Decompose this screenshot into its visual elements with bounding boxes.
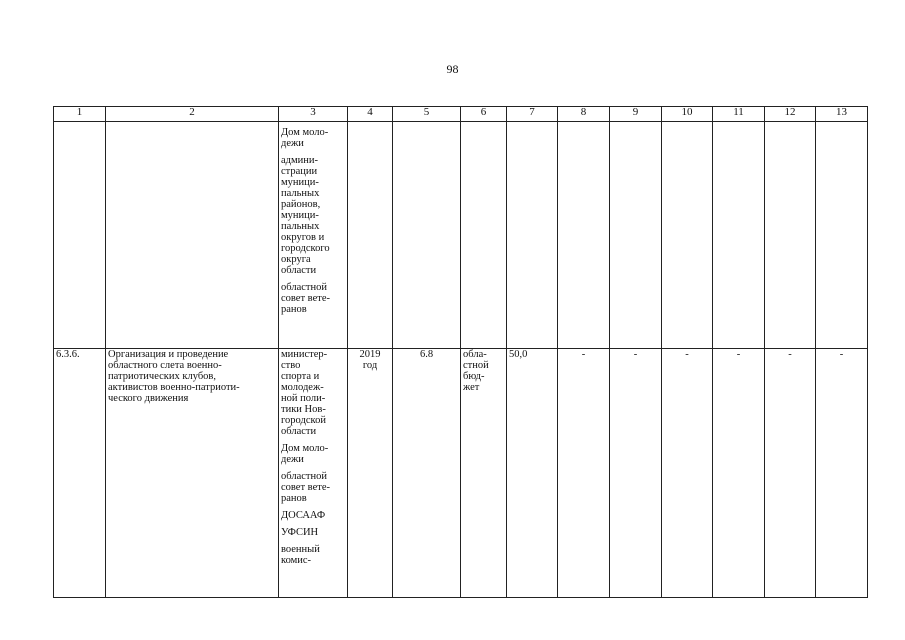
cell-dash: -	[558, 349, 610, 598]
plan-table	[53, 106, 868, 598]
header-row	[54, 107, 868, 122]
executor-entry: Дом моло- дежи	[281, 127, 329, 149]
cell-dash: -	[816, 349, 868, 598]
cell-empty	[610, 122, 662, 349]
cell-description	[106, 122, 279, 349]
column-header: 3	[279, 107, 348, 122]
executor-entry: Дом моло- дежи	[281, 443, 329, 465]
column-header: 4	[348, 107, 393, 122]
page-number: 98	[446, 62, 459, 76]
cell-empty	[558, 122, 610, 349]
table-row-continuation	[54, 122, 868, 349]
cell-indicator: 6.8	[393, 349, 461, 598]
executor-entry: областной совет вете- ранов	[281, 471, 330, 504]
cell-description: Организация и проведение областного слета военно- патриотических клубов, активистов военно-патриоти- ческого движения	[106, 349, 279, 598]
cell-year	[348, 122, 393, 349]
column-header: 9	[610, 107, 662, 122]
cell-amount	[507, 122, 558, 349]
column-header: 1	[54, 107, 106, 122]
cell-dash: -	[713, 349, 765, 598]
cell-dash: -	[610, 349, 662, 598]
cell-indicator	[393, 122, 461, 349]
cell-empty	[765, 122, 816, 349]
column-header: 13	[816, 107, 868, 122]
column-header: 5	[393, 107, 461, 122]
cell-source: обла- стной бюд- жет	[461, 349, 507, 598]
cell-dash: -	[662, 349, 713, 598]
executor-entry: админи- страции муници- пальных районов, муници- пальных округов и городского округа области	[281, 155, 330, 276]
executor-entry: военный комис-	[281, 544, 320, 566]
cell-empty	[816, 122, 868, 349]
executor-entry: УФСИН	[281, 527, 319, 538]
column-header: 6	[461, 107, 507, 122]
cell-number	[54, 122, 106, 349]
executor-entry: ДОСААФ	[281, 510, 326, 521]
cell-source	[461, 122, 507, 349]
column-header: 7	[507, 107, 558, 122]
cell-amount: 50,0	[507, 349, 558, 598]
cell-dash: -	[765, 349, 816, 598]
table-row-item	[54, 349, 868, 598]
cell-number: 6.3.6.	[54, 349, 106, 598]
cell-executors	[279, 122, 348, 349]
column-header: 11	[713, 107, 765, 122]
cell-empty	[662, 122, 713, 349]
cell-year: 2019 год	[348, 349, 393, 598]
column-header: 8	[558, 107, 610, 122]
cell-empty	[713, 122, 765, 349]
column-header: 2	[106, 107, 279, 122]
column-header: 12	[765, 107, 816, 122]
cell-executors	[279, 349, 348, 598]
executor-entry: областной совет вете- ранов	[281, 282, 330, 315]
column-header: 10	[662, 107, 713, 122]
executor-entry: министер- ство спорта и молодеж- ной поли- тики Нов- городской области	[281, 349, 328, 437]
